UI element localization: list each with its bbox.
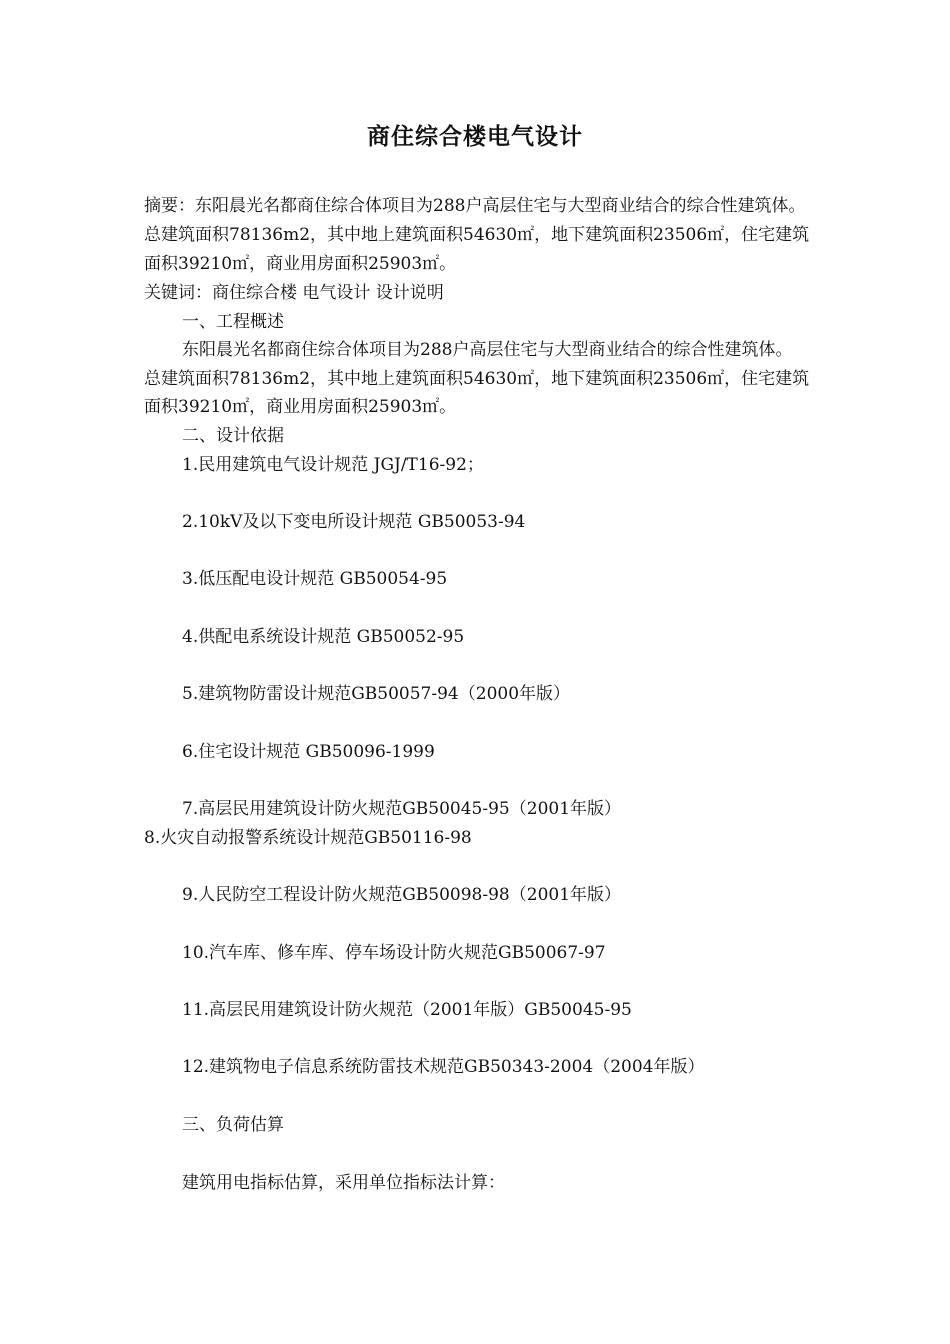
reference-item: 4.供配电系统设计规范 GB50052-95 <box>182 627 465 647</box>
reference-item: 11.高层民用建筑设计防火规范（2001年版）GB50045-95 <box>182 1000 632 1020</box>
section-1-line-3: 面积39210㎡，商业用房面积25903㎡。 <box>144 397 457 417</box>
section-3-line-1: 建筑用电指标估算，采用单位指标法计算： <box>182 1173 505 1193</box>
section-1-line-1: 东阳晨光名都商住综合体项目为288户高层住宅与大型商业结合的综合性建筑体。 <box>182 340 793 360</box>
reference-item: 7.高层民用建筑设计防火规范GB50045-95（2001年版） <box>182 799 622 819</box>
abstract-line-2: 总建筑面积78136m2，其中地上建筑面积54630㎡，地下建筑面积23506㎡，住宅建筑 <box>144 225 810 245</box>
reference-item: 2.10kV及以下变电所设计规范 GB50053-94 <box>182 512 526 532</box>
reference-item: 3.低压配电设计规范 GB50054-95 <box>182 569 448 589</box>
reference-item: 12.建筑物电子信息系统防雷技术规范GB50343-2004（2004年版） <box>182 1057 705 1077</box>
keywords: 关键词：商住综合楼 电气设计 设计说明 <box>144 283 444 303</box>
section-1-heading: 一、工程概述 <box>182 312 284 332</box>
reference-item: 1.民用建筑电气设计规范 JGJ/T16-92； <box>182 455 484 475</box>
reference-item: 9.人民防空工程设计防火规范GB50098-98（2001年版） <box>182 885 622 905</box>
document-title: 商住综合楼电气设计 <box>367 124 583 150</box>
section-3-heading: 三、负荷估算 <box>182 1115 284 1135</box>
reference-item: 5.建筑物防雷设计规范GB50057-94（2000年版） <box>182 684 571 704</box>
abstract-line-1: 摘要：东阳晨光名都商住综合体项目为288户高层住宅与大型商业结合的综合性建筑体。 <box>144 196 806 216</box>
abstract-line-3: 面积39210㎡，商业用房面积25903㎡。 <box>144 254 457 274</box>
reference-item: 10.汽车库、修车库、停车场设计防火规范GB50067-97 <box>182 943 606 963</box>
reference-item: 8.火灾自动报警系统设计规范GB50116-98 <box>144 828 472 848</box>
reference-item: 6.住宅设计规范 GB50096-1999 <box>182 742 435 762</box>
section-2-heading: 二、设计依据 <box>182 426 284 446</box>
section-1-line-2: 总建筑面积78136m2，其中地上建筑面积54630㎡，地下建筑面积23506㎡，住宅建筑 <box>144 369 810 389</box>
